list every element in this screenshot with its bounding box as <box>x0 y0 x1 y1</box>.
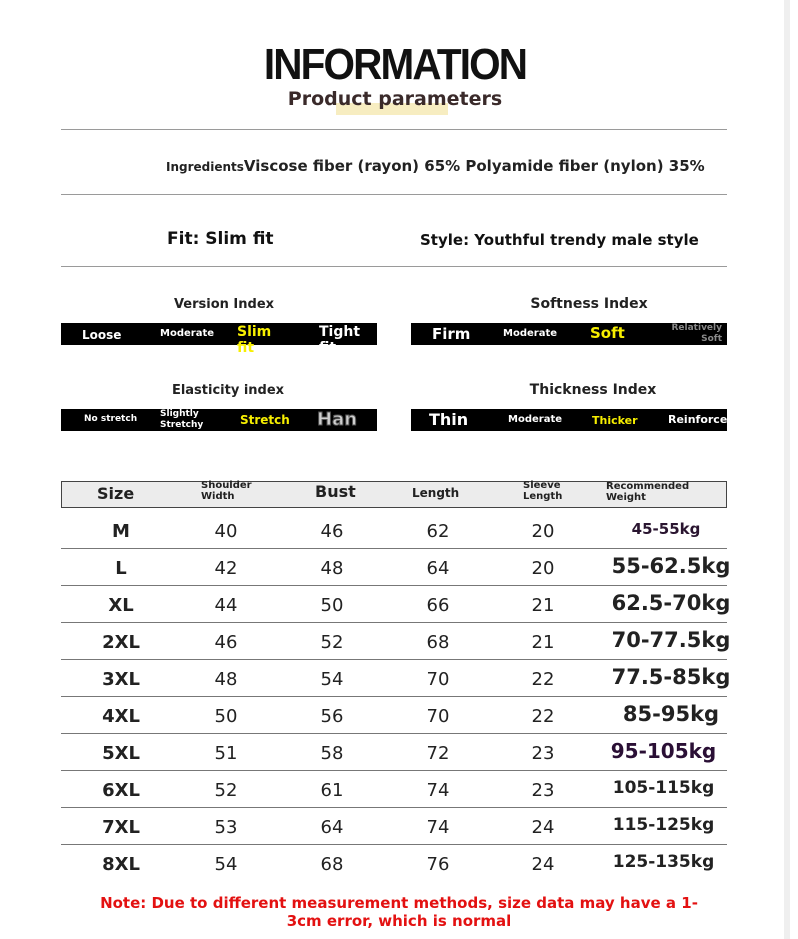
cell-bust: 68 <box>320 854 344 875</box>
cell-bust: 48 <box>320 558 344 579</box>
cell-size: 6XL <box>102 780 140 801</box>
cell-shoulder: 51 <box>214 743 238 764</box>
cell-shoulder: 52 <box>214 780 238 801</box>
softness-level-soft: Soft <box>590 324 625 342</box>
cell-length: 62 <box>426 521 450 542</box>
cell-sleeve: 24 <box>531 854 555 875</box>
cell-sleeve: 21 <box>531 595 555 616</box>
cell-size: 4XL <box>102 706 140 727</box>
cell-size: L <box>115 558 127 579</box>
fit-text: Fit: Slim fit <box>167 229 274 249</box>
cell-size: XL <box>108 595 134 616</box>
cell-length: 76 <box>426 854 450 875</box>
table-row <box>61 623 731 660</box>
elasticity-level-no-stretch: No stretch <box>84 414 138 424</box>
cell-size: 8XL <box>102 854 140 875</box>
table-row <box>61 845 727 882</box>
cell-shoulder: 46 <box>214 632 238 653</box>
thickness-level-reinforced: Reinforced <box>668 413 736 426</box>
cell-weight: 62.5-70kg <box>611 591 731 615</box>
version-index-title: Version Index <box>173 297 275 312</box>
header-length: Length <box>412 486 460 500</box>
elasticity-level-han: Han <box>317 409 358 430</box>
table-row <box>61 734 727 771</box>
cell-length: 72 <box>426 743 450 764</box>
thickness-index-bar <box>411 409 736 431</box>
header-size: Size <box>97 484 135 503</box>
thickness-level-thin: Thin <box>429 410 469 429</box>
cell-size: 3XL <box>102 669 140 690</box>
cell-sleeve: 24 <box>531 817 555 838</box>
softness-level-relatively-soft: Relatively Soft <box>671 323 722 344</box>
cell-sleeve: 23 <box>531 780 555 801</box>
cell-shoulder: 50 <box>214 706 238 727</box>
version-level-slim-fit: Slim fit <box>237 324 272 356</box>
cell-sleeve: 20 <box>531 521 555 542</box>
page-subtitle: Product parameters <box>287 88 503 110</box>
cell-shoulder: 40 <box>214 521 238 542</box>
cell-shoulder: 44 <box>214 595 238 616</box>
cell-weight: 77.5-85kg <box>611 665 731 689</box>
cell-shoulder: 48 <box>214 669 238 690</box>
cell-bust: 46 <box>320 521 344 542</box>
cell-sleeve: 20 <box>531 558 555 579</box>
header-sleeve-length: Sleeve Length <box>523 480 563 502</box>
cell-bust: 54 <box>320 669 344 690</box>
cell-size: 2XL <box>102 632 140 653</box>
divider <box>61 266 727 267</box>
elasticity-index-title: Elasticity index <box>171 383 285 398</box>
version-level-moderate: Moderate <box>160 328 215 339</box>
style-text: Style: Youthful trendy male style <box>420 231 699 249</box>
header-shoulder-width: Shoulder Width <box>201 480 252 502</box>
softness-level-firm: Firm <box>432 325 471 343</box>
cell-length: 74 <box>426 817 450 838</box>
version-index-bar <box>61 323 377 356</box>
table-row <box>61 549 731 586</box>
elasticity-level-slightly-stretchy: Slightly Stretchy <box>160 409 204 430</box>
cell-weight: 105-115kg <box>612 778 715 798</box>
cell-length: 74 <box>426 780 450 801</box>
divider <box>61 129 727 130</box>
cell-length: 70 <box>426 706 450 727</box>
table-row <box>61 660 731 697</box>
table-row <box>61 697 727 734</box>
cell-sleeve: 23 <box>531 743 555 764</box>
thickness-level-thicker: Thicker <box>592 414 638 427</box>
page-edge <box>784 0 790 939</box>
cell-bust: 52 <box>320 632 344 653</box>
elasticity-level-stretch: Stretch <box>240 413 290 427</box>
ingredients-value: Viscose fiber (rayon) 65% Polyamide fiber (nylon) 35% <box>243 157 705 175</box>
table-row <box>61 586 731 623</box>
header-bust: Bust <box>315 482 356 501</box>
cell-weight: 115-125kg <box>612 815 715 835</box>
softness-index-bar <box>411 323 727 345</box>
page-title: INFORMATION <box>263 40 527 89</box>
cell-shoulder: 53 <box>214 817 238 838</box>
cell-weight: 70-77.5kg <box>611 628 731 652</box>
elasticity-index-bar <box>61 409 377 431</box>
cell-shoulder: 54 <box>214 854 238 875</box>
cell-bust: 56 <box>320 706 344 727</box>
cell-bust: 58 <box>320 743 344 764</box>
cell-weight: 125-135kg <box>612 852 715 872</box>
softness-level-moderate: Moderate <box>503 328 558 339</box>
cell-length: 66 <box>426 595 450 616</box>
cell-size: 7XL <box>102 817 140 838</box>
ingredients-label: Ingredients <box>166 160 244 174</box>
cell-weight: 85-95kg <box>622 702 720 726</box>
size-table-header <box>61 481 727 508</box>
version-level-loose: Loose <box>82 328 122 342</box>
thickness-index-title: Thickness Index <box>529 382 657 398</box>
table-row <box>61 771 727 808</box>
cell-weight: 55-62.5kg <box>611 554 731 578</box>
ingredients <box>166 157 705 175</box>
cell-sleeve: 22 <box>531 669 555 690</box>
cell-bust: 50 <box>320 595 344 616</box>
cell-sleeve: 21 <box>531 632 555 653</box>
version-level-tight-fit: Tight fit <box>319 324 361 356</box>
softness-index-title: Softness Index <box>530 296 648 312</box>
cell-shoulder: 42 <box>214 558 238 579</box>
cell-sleeve: 22 <box>531 706 555 727</box>
divider <box>61 194 727 195</box>
measurement-note: Note: Due to different measurement methods, size data may have a 1-3cm error, which is normal <box>100 894 698 930</box>
table-row <box>61 512 727 549</box>
cell-weight: 45-55kg <box>631 520 701 538</box>
thickness-level-moderate: Moderate <box>508 414 563 425</box>
header-recommended-weight: Recommended Weight <box>606 481 690 503</box>
cell-bust: 61 <box>320 780 344 801</box>
cell-size: M <box>112 521 130 542</box>
cell-length: 70 <box>426 669 450 690</box>
cell-length: 68 <box>426 632 450 653</box>
cell-length: 64 <box>426 558 450 579</box>
cell-bust: 64 <box>320 817 344 838</box>
table-row <box>61 808 727 845</box>
cell-size: 5XL <box>102 743 140 764</box>
cell-weight: 95-105kg <box>610 739 717 763</box>
